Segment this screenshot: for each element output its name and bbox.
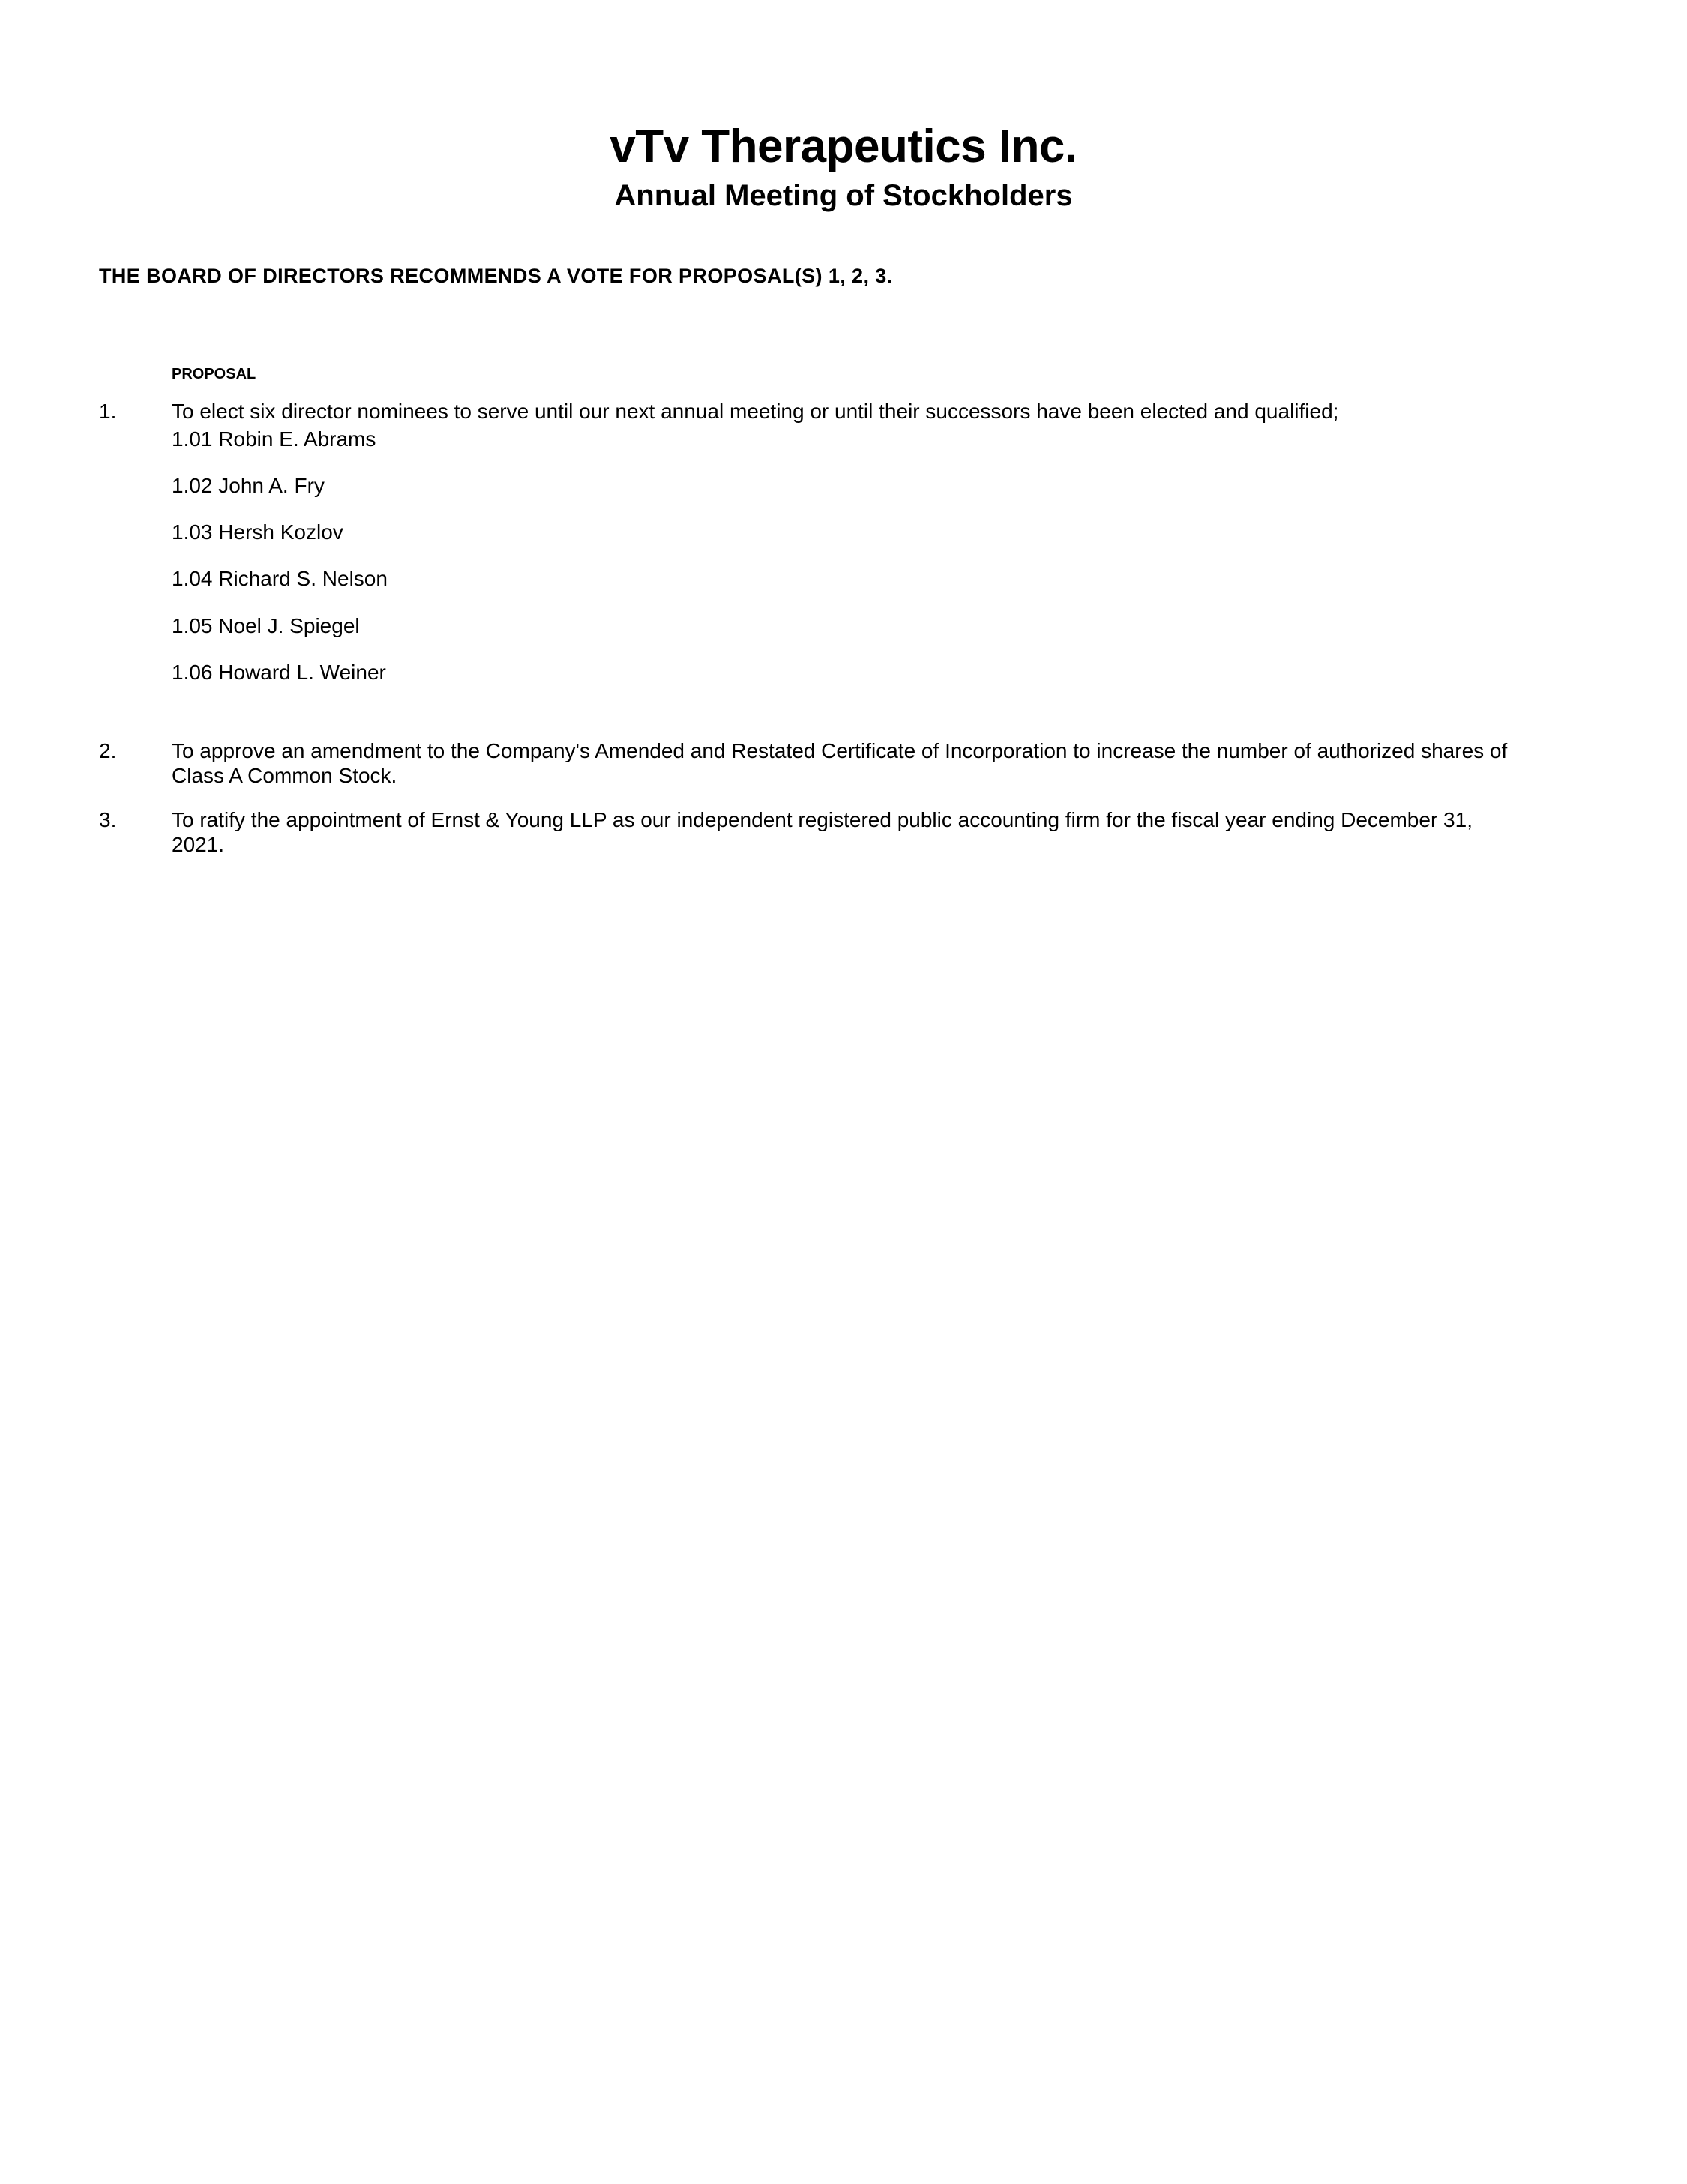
nominee-item: 1.04 Richard S. Nelson [172,567,388,590]
meeting-title: Annual Meeting of Stockholders [614,179,1073,212]
nominee-item: 1.06 Howard L. Weiner [172,661,386,684]
proposal-number: 3. [99,808,117,831]
nominee-item: 1.03 Hersh Kozlov [172,520,343,544]
nominee-item: 1.02 John A. Fry [172,474,325,497]
proposal-number: 1. [99,400,117,423]
proposal-text [172,807,1596,857]
proposal-text-line: 2021. [172,833,225,856]
proposal-column-header: PROPOSAL [172,366,256,382]
proposal-text-line: To approve an amendment to the Company's Amended and Restated Certificate of Incorporation to increase the number of authorized shares of [172,739,1508,762]
company-name: vTv Therapeutics Inc. [610,121,1077,172]
nominee-item: 1.01 Robin E. Abrams [172,427,376,451]
proposal-text [172,738,1596,788]
proposal-text: To elect six director nominees to serve until our next annual meeting or until their successors have been elected and qualified; [172,400,1339,423]
nominee-item: 1.05 Noel J. Spiegel [172,614,360,637]
proposal-number: 2. [99,739,117,762]
proposal-text-line: Class A Common Stock. [172,764,397,787]
board-recommendation: THE BOARD OF DIRECTORS RECOMMENDS A VOTE FOR PROPOSAL(S) 1, 2, 3. [99,265,893,287]
proposal-text-line: To ratify the appointment of Ernst & Young LLP as our independent registered public accounting firm for the fiscal year ending December 31, [172,808,1473,831]
